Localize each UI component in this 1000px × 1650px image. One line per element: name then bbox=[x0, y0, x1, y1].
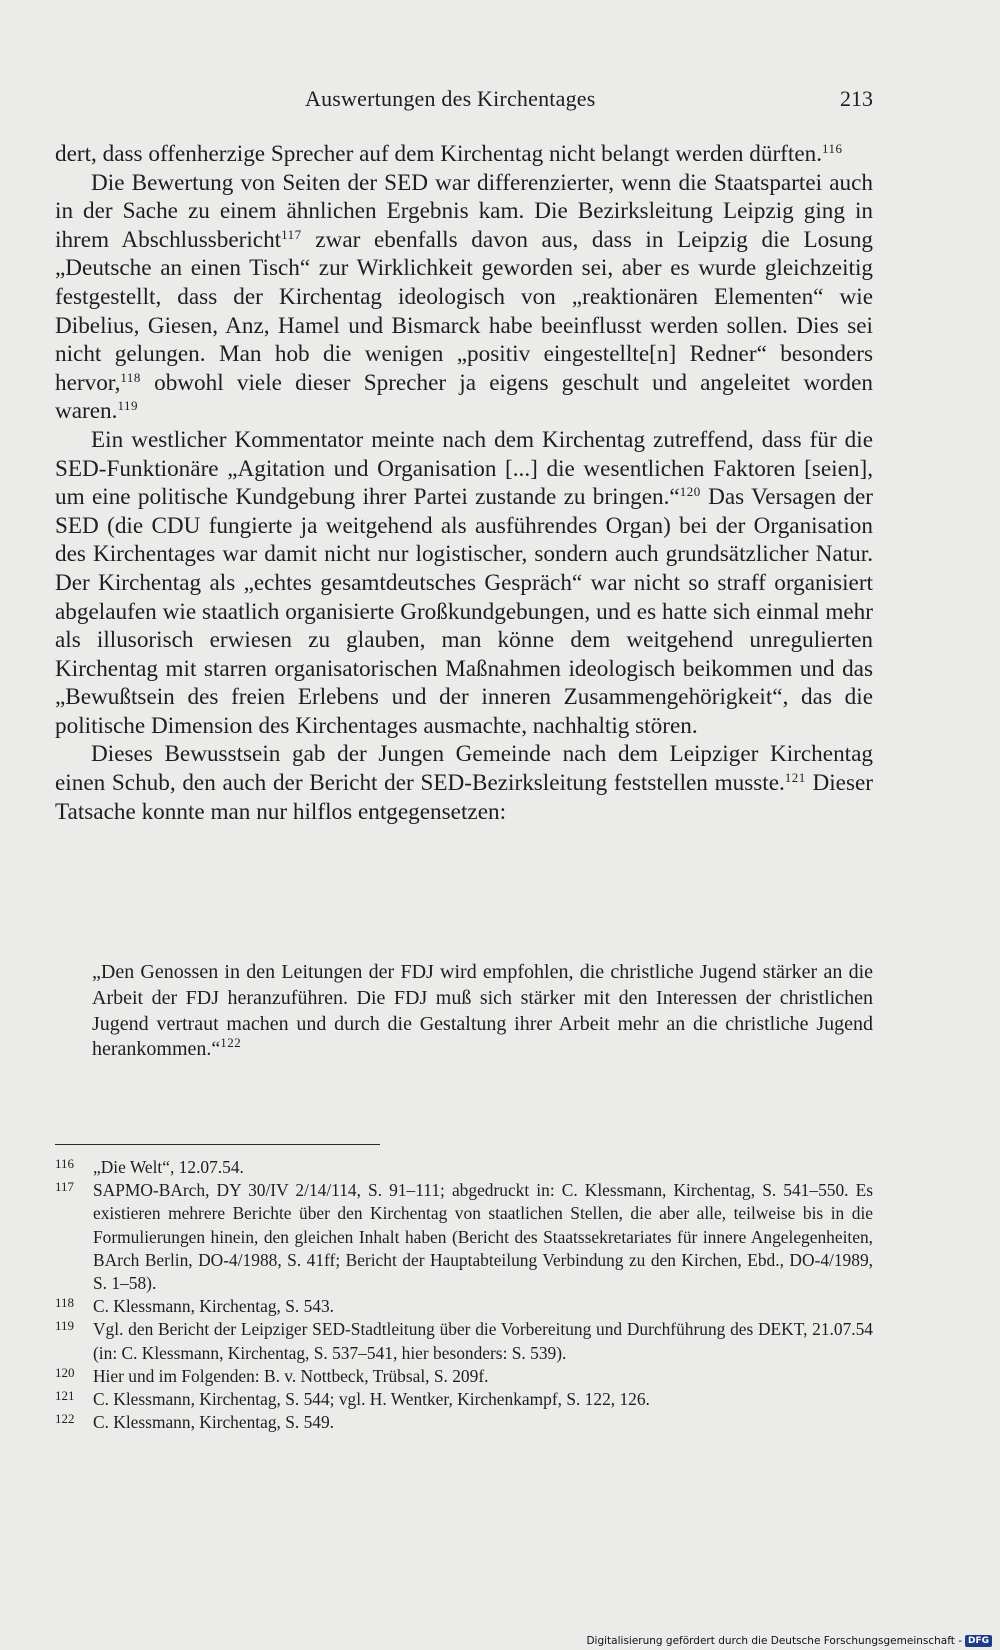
paragraph-4 bbox=[55, 740, 873, 826]
footnote-text: Vgl. den Bericht der Leipziger SED-Stadtleitung über die Vorbereitung und Durchführung des DEKT, 21.07.54 (in: C. Klessmann, Kirchentag, S. 537–541, hier besonders: S. 539). bbox=[93, 1319, 873, 1363]
footnote-text: Hier und im Folgenden: B. v. Nottbeck, Trübsal, S. 209f. bbox=[93, 1365, 489, 1386]
running-header bbox=[55, 86, 873, 116]
paragraph-text: Ein westlicher Kommentator meinte nach dem Kirchentag zutreffend, dass für die SED-Funktionäre „Agitation und Organisation [...] die wesentlichen Faktoren [seien], um eine politische Kundgebung ihrer Partei zustande zu bringen.“ bbox=[55, 426, 873, 511]
body-text bbox=[55, 140, 873, 826]
footnote-ref: 116 bbox=[822, 141, 843, 156]
footnote-item bbox=[55, 1179, 873, 1295]
footnote-number: 120 bbox=[55, 1364, 75, 1380]
quote-text: „Den Genossen in den Leitungen der FDJ wird empfohlen, die christliche Jugend stärker an die Arbeit der FDJ heranzuführen. Die FDJ muß sich stärker mit den Interessen der christlichen Jugend vertraut machen und durch die Gestaltung ihrer Arbeit mehr an die christliche Jugend herankommen.“ bbox=[92, 961, 873, 1061]
footnote-text: C. Klessmann, Kirchentag, S. 549. bbox=[93, 1412, 335, 1433]
footnote-ref: 118 bbox=[120, 369, 141, 385]
paragraph-text: obwohl viele dieser Sprecher ja eigens geschult und angeleitet worden waren. bbox=[55, 369, 873, 425]
block-quote bbox=[92, 960, 873, 1063]
footnote-number: 118 bbox=[55, 1295, 75, 1311]
paragraph-2 bbox=[55, 169, 873, 426]
footnote-text: „Die Welt“, 12.07.54. bbox=[93, 1157, 244, 1177]
footnote-ref: 122 bbox=[220, 1035, 242, 1051]
paragraph-text: zwar ebenfalls davon aus, dass in Leipzig die Losung „Deutsche an einen Tisch“ zur Wirklichkeit geworden sei, aber es wurde gleichzeitig festgestellt, dass der Kirchentag ideologisch von „reaktionären Elementen“ wie Dibelius, Giesen, Anz, Hamel und Bismarck habe beeinflusst werden sollen. Dies sei nicht gelungen. Man hob die wenigen „positiv eingestellte[n] Redner“ besonders hervor, bbox=[55, 226, 874, 396]
quote-paragraph bbox=[92, 960, 873, 1063]
paragraph-text: Dieses Bewusstsein gab der Jungen Gemeinde nach dem Leipziger Kirchentag einen Schub, den auch der Bericht der SED-Bezirksleitung feststellen musste. bbox=[55, 741, 873, 797]
footnote-number: 119 bbox=[55, 1318, 75, 1334]
paragraph-text: Dieser Tatsache konnte man nur hilflos entgegensetzen: bbox=[55, 770, 873, 825]
footnote-number: 117 bbox=[55, 1179, 75, 1195]
page-number: 213 bbox=[840, 86, 873, 111]
footnote-item bbox=[55, 1156, 873, 1179]
footnote-ref: 121 bbox=[784, 770, 806, 786]
digitization-credit bbox=[586, 1635, 992, 1647]
footnote-item bbox=[55, 1295, 873, 1318]
footnote-text: SAPMO-BArch, DY 30/IV 2/14/114, S. 91–111; abgedruckt in: C. Klessmann, Kirchentag, S. 541–550. Es existieren mehrere Berichte über den Kirchentag von staatlichen Stellen, die aber alle, teilweise bis in die Formulierungen hinein, den gleichen Inhalt haben (Bericht des Staatssekretariates für innere Angelegenheiten, BArch Berlin, DO-4/1988, S. 41ff; Bericht der Hauptabteilung Verbindung zu den Kirchen, Ebd., DO-4/1989, S. 1–58). bbox=[93, 1180, 873, 1294]
credit-text: Digitalisierung gefördert durch die Deutsche Forschungsgemeinschaft - bbox=[586, 1635, 962, 1647]
footnote-number: 116 bbox=[55, 1156, 75, 1171]
paragraph-text: Das Versagen der SED (die CDU fungierte ja weitgehend als ausführendes Organ) bei der Organisation des Kirchentages war damit nicht nur logistischer, sondern auch grundsätzlicher Natur. Der Kirchentag als „echtes gesamtdeutsches Gespräch“ war nicht so straff organisiert abgelaufen wie staatlich organisierte Großkundgebungen, und es hatte sich einmal mehr als illusorisch erwiesen zu glauben, man könne dem weitgehend unregulierten Kirchentag mit starren organisatorischen Maßnahmen ideologisch beikommen und das „Bewußtsein des freien Erlebens und der inneren Zusammengehörigkeit“, das die politische Dimension des Kirchentages ausmachte, nachhaltig stören. bbox=[55, 484, 873, 739]
footnote-number: 121 bbox=[55, 1388, 75, 1404]
footnote-ref: 120 bbox=[679, 484, 701, 500]
paragraph-1 bbox=[55, 140, 873, 169]
footnote-item bbox=[55, 1318, 873, 1364]
paragraph-text: dert, dass offenherzige Sprecher auf dem Kirchentag nicht belangt werden dürften. bbox=[55, 141, 823, 167]
paragraph-3 bbox=[55, 426, 873, 741]
footnote-text: C. Klessmann, Kirchentag, S. 544; vgl. H. Wentker, Kirchenkampf, S. 122, 126. bbox=[93, 1389, 650, 1410]
running-title: Auswertungen des Kirchentages bbox=[305, 86, 596, 111]
footnote-item bbox=[55, 1388, 873, 1411]
footnote-ref: 117 bbox=[281, 226, 302, 242]
footnote-item bbox=[55, 1411, 873, 1434]
footnotes bbox=[55, 1156, 873, 1434]
footnote-text: C. Klessmann, Kirchentag, S. 543. bbox=[93, 1296, 335, 1317]
footnote-item bbox=[55, 1365, 873, 1388]
footnote-divider bbox=[55, 1144, 380, 1145]
dfg-logo: DFG bbox=[965, 1635, 992, 1647]
paragraph-text: Die Bewertung von Seiten der SED war differenzierter, wenn die Staatspartei auch in der Sache zu einem ähnlichen Ergebnis kam. Die Bezirksleitung Leipzig ging in ihrem Abschlussbericht bbox=[55, 169, 873, 253]
footnote-number: 122 bbox=[55, 1411, 75, 1427]
footnote-ref: 119 bbox=[117, 398, 138, 414]
